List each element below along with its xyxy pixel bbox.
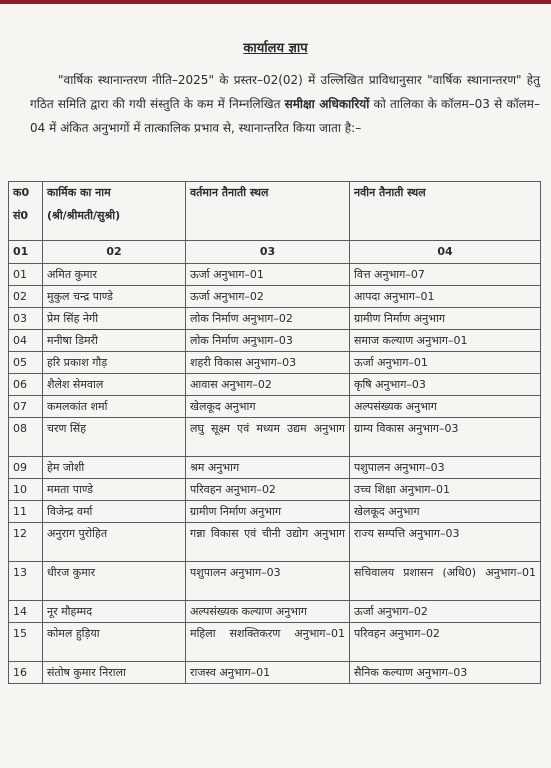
cell-name: ममता पाण्डे [43,479,186,501]
cell-current: राजस्व अनुभाग–01 [186,662,350,684]
cell-new: ऊर्जा अनुभाग–01 [350,352,541,374]
cell-new: पशुपालन अनुभाग–03 [350,457,541,479]
cell-name: धीरज कुमार [43,562,186,601]
cell-name: चरण सिंह [43,418,186,457]
cell-sn: 06 [9,374,43,396]
cell-new: ग्राम्य विकास अनुभाग–03 [350,418,541,457]
column-number-row [9,241,541,264]
cell-sn: 16 [9,662,43,684]
table-row [9,479,541,501]
cell-current: ऊर्जा अनुभाग–01 [186,264,350,286]
cell-sn: 15 [9,623,43,662]
table-header-row [9,182,541,241]
intro-paragraph [30,68,540,140]
cell-current: लोक निर्माण अनुभाग–02 [186,308,350,330]
cell-new: समाज कल्याण अनुभाग–01 [350,330,541,352]
cell-sn: 10 [9,479,43,501]
cell-name: मनीषा डिमरी [43,330,186,352]
cell-current: परिवहन अनुभाग–02 [186,479,350,501]
cell-current: श्रम अनुभाग [186,457,350,479]
cell-new: परिवहन अनुभाग–02 [350,623,541,662]
cell-name: कोमल हुड़िया [43,623,186,662]
cell-sn: 08 [9,418,43,457]
col-number: 04 [350,241,541,264]
cell-new: उच्च शिक्षा अनुभाग–01 [350,479,541,501]
cell-sn: 09 [9,457,43,479]
cell-name: मुकुल चन्द्र पाण्डे [43,286,186,308]
table-row [9,308,541,330]
cell-name: विजेन्द्र वर्मा [43,501,186,523]
cell-name: कमलकांत शर्मा [43,396,186,418]
cell-name: अनुराग पुरोहित [43,523,186,562]
cell-new: ग्रामीण निर्माण अनुभाग [350,308,541,330]
cell-sn: 01 [9,264,43,286]
cell-sn: 04 [9,330,43,352]
cell-current: आवास अनुभाग–02 [186,374,350,396]
cell-new: वित्त अनुभाग–07 [350,264,541,286]
table-row [9,457,541,479]
table-row [9,662,541,684]
col-number: 02 [43,241,186,264]
cell-name: अमित कुमार [43,264,186,286]
table-row [9,374,541,396]
cell-current: अल्पसंख्यक कल्याण अनुभाग [186,601,350,623]
cell-new: सचिवालय प्रशासन (अधि0) अनुभाग–01 [350,562,541,601]
cell-current: शहरी विकास अनुभाग–03 [186,352,350,374]
cell-name: हेम जोशी [43,457,186,479]
cell-name: शैलेश सेमवाल [43,374,186,396]
cell-current: गन्ना विकास एवं चीनी उद्योग अनुभाग [186,523,350,562]
header-sn [9,182,43,241]
page-title: कार्यालय ज्ञाप [243,41,308,56]
table-row [9,286,541,308]
col-number: 03 [186,241,350,264]
table-row [9,623,541,662]
header-new: नवीन तैनाती स्थल [350,182,541,241]
cell-current: पशुपालन अनुभाग–03 [186,562,350,601]
cell-sn: 11 [9,501,43,523]
header-name-line1: कार्मिक का नाम [47,186,111,199]
cell-sn: 05 [9,352,43,374]
header-sn-line1: क0 [13,186,30,199]
cell-name: नूर मौहम्मद [43,601,186,623]
cell-sn: 12 [9,523,43,562]
cell-new: आपदा अनुभाग–01 [350,286,541,308]
cell-current: ऊर्जा अनुभाग–02 [186,286,350,308]
cell-new: राज्य सम्पत्ति अनुभाग–03 [350,523,541,562]
intro-text-2: को तालिका के कॉलम–03 से कॉलम–04 में अंकित अनुभागों में तात्कालिक प्रभाव से, स्थानान्तरित किया जाता है:– [30,97,540,135]
header-name [43,182,186,241]
cell-sn: 03 [9,308,43,330]
cell-name: संतोष कुमार निराला [43,662,186,684]
cell-name: हरि प्रकाश गौड़ [43,352,186,374]
cell-new: कृषि अनुभाग–03 [350,374,541,396]
table-row [9,330,541,352]
transfer-table [8,181,541,684]
table-row [9,501,541,523]
cell-sn: 07 [9,396,43,418]
cell-current: खेलकूद अनुभाग [186,396,350,418]
header-name-line2: (श्री/श्रीमती/सुश्री) [47,209,121,222]
table-row [9,352,541,374]
cell-new: ऊर्जा अनुभाग–02 [350,601,541,623]
cell-sn: 14 [9,601,43,623]
col-number: 01 [9,241,43,264]
cell-new: खेलकूद अनुभाग [350,501,541,523]
intro-text-1: "वार्षिक स्थानान्तरण नीति–2025" के प्रस्तर–02(02) में उल्लिखित प्राविधानुसार "वार्षिक स्थानान्तरण" हेतु गठित समिति द्वारा की गयी संस्तुति के कम में निम्नलिखित [30,73,540,111]
cell-name: प्रेम सिंह नेगी [43,308,186,330]
cell-new: सैनिक कल्याण अनुभाग–03 [350,662,541,684]
cell-current: ग्रामीण निर्माण अनुभाग [186,501,350,523]
table-row [9,418,541,457]
table-row [9,396,541,418]
table-row [9,562,541,601]
cell-sn: 13 [9,562,43,601]
header-current: वर्तमान तैनाती स्थल [186,182,350,241]
cell-sn: 02 [9,286,43,308]
cell-new: अल्पसंख्यक अनुभाग [350,396,541,418]
table-row [9,523,541,562]
cell-current: महिला सशक्तिकरण अनुभाग–01 [186,623,350,662]
cell-current: लोक निर्माण अनुभाग–03 [186,330,350,352]
intro-text-bold: समीक्षा अधिकारियों [284,97,370,111]
cell-current: लघु सूक्ष्म एवं मध्यम उद्यम अनुभाग [186,418,350,457]
table-row [9,601,541,623]
table-row [9,264,541,286]
header-sn-line2: सं0 [13,209,29,222]
